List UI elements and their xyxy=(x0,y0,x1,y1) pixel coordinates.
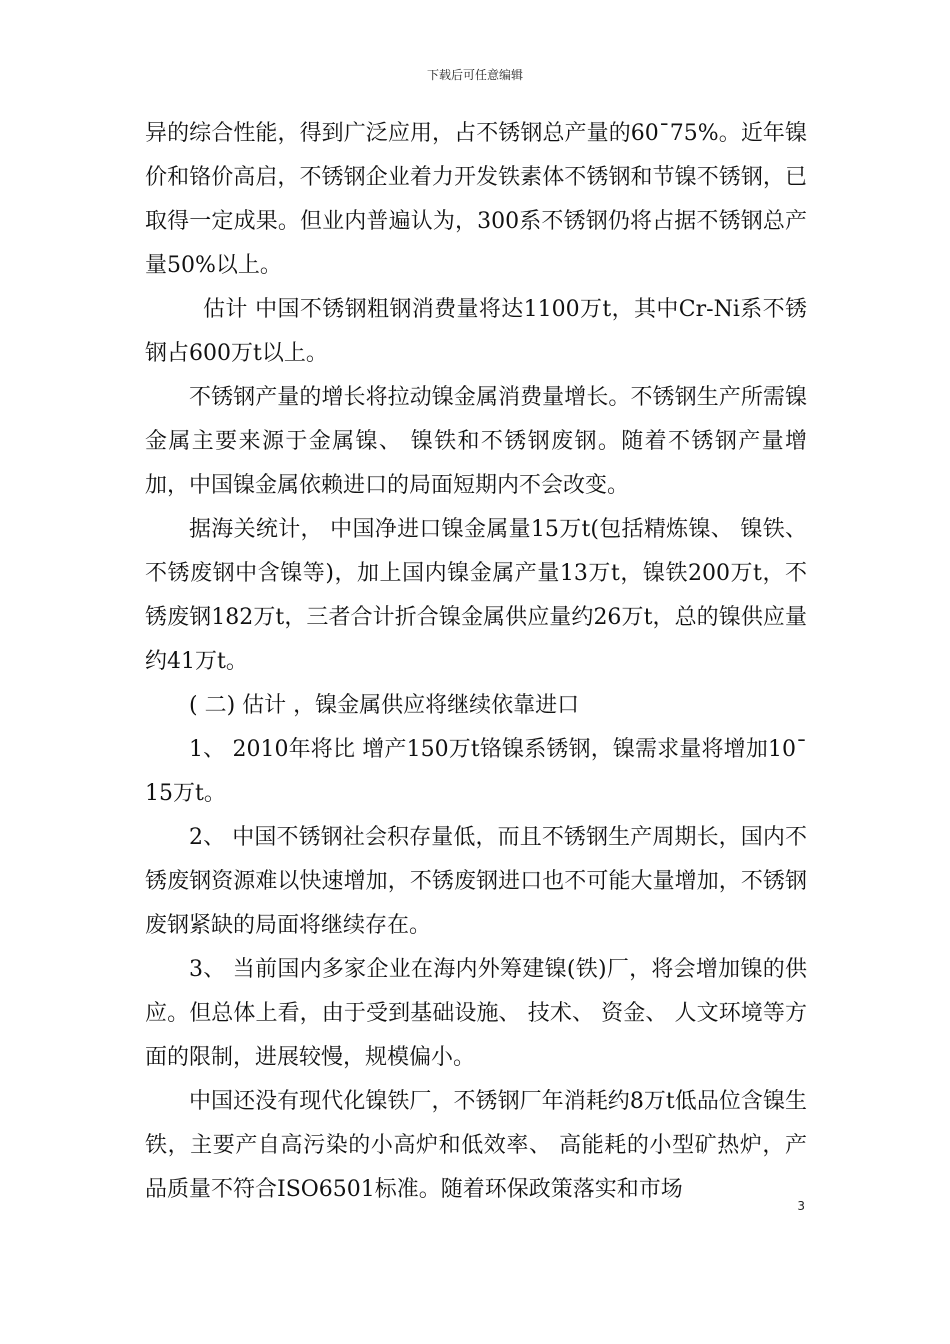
list-item: 3、 当前国内多家企业在海内外筹建镍(铁)厂，将会增加镍的供应。但总体上看，由于受到基础设施、 技术、 资金、 人文环境等方面的限制，进展较慢，规模偏小。 xyxy=(145,957,807,1070)
page-header: 下载后可任意编辑 xyxy=(426,68,523,82)
list-item: 2、 中国不锈钢社会积存量低，而且不锈钢生产周期长，国内不锈废钢资源难以快速增加，不锈废钢进口也不可能大量增加，不锈钢废钢紧缺的局面将继续存在。 xyxy=(145,825,807,938)
section-heading: ( 二) 估计 ，镍金属供应将继续依靠进口 xyxy=(189,693,580,718)
document-body xyxy=(145,112,807,1212)
paragraph: 中国还没有现代化镍铁厂，不锈钢厂年消耗约8万t低品位含镍生铁，主要产自高污染的小高炉和低效率、 高能耗的小型矿热炉，产品质量不符合ISO6501标准。随着环保政策落实和市场 xyxy=(145,1089,807,1202)
page-number: 3 xyxy=(797,1199,805,1213)
paragraph: 据海关统计， 中国净进口镍金属量15万t(包括精炼镍、 镍铁、 不锈废钢中含镍等)，加上国内镍金属产量13万t，镍铁200万t，不锈废钢182万t，三者合计折合镍金属供应量约26万t，总的镍供应量约41万t。 xyxy=(145,517,807,674)
paragraph: 估计 中国不锈钢粗钢消费量将达1100万t，其中Cr-Ni系不锈钢占600万t以上。 xyxy=(145,297,807,366)
paragraph: 异的综合性能，得到广泛应用，占不锈钢总产量的60¯75%。近年镍价和铬价高启，不锈钢企业着力开发铁素体不锈钢和节镍不锈钢，已取得一定成果。但业内普遍认为，300系不锈钢仍将占据不锈钢总产量50%以上。 xyxy=(145,121,807,278)
paragraph: 不锈钢产量的增长将拉动镍金属消费量增长。不锈钢生产所需镍金属主要来源于金属镍、 镍铁和不锈钢废钢。随着不锈钢产量增加，中国镍金属依赖进口的局面短期内不会改变。 xyxy=(145,385,807,498)
list-item: 1、 2010年将比 增产150万t铬镍系锈钢，镍需求量将增加10¯15万t。 xyxy=(145,737,807,806)
